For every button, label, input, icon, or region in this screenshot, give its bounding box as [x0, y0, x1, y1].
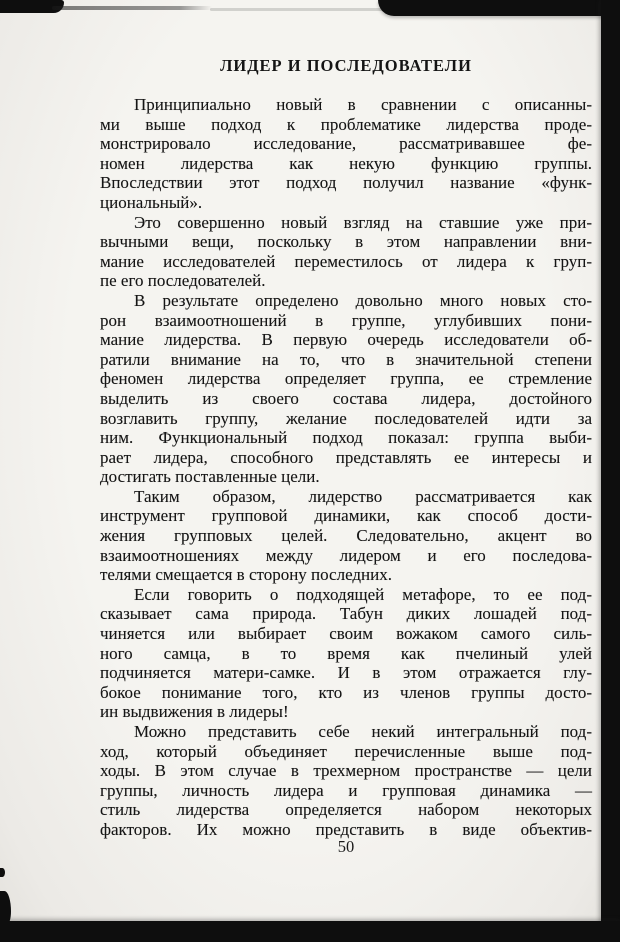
text-line: выделить из своего состава лидера, достойного	[100, 388, 592, 408]
text-line: ратили внимание на то, что в значительной степени	[100, 349, 592, 369]
text-line: монстрировало исследование, рассматривавшее фе-	[100, 134, 592, 154]
text-line: мание исследователей переместилось от лидера к груп-	[100, 251, 592, 271]
scan-artifact-right-edge-bar	[601, 0, 620, 942]
text-line: ним. Функциональный подход показал: группа выби-	[100, 428, 592, 448]
running-head: ЛИДЕР И ПОСЛЕДОВАТЕЛИ	[220, 56, 472, 75]
text-line: чиняется или выбирает своим вожаком самого силь-	[100, 624, 592, 644]
text-line: Это совершенно новый взгляд на ставшие уже при-	[134, 212, 592, 232]
text-line: бокое понимание того, кто из членов группы досто-	[100, 682, 592, 702]
text-line: ин выдвижения в лидеры!	[100, 702, 289, 722]
text-line: номен лидерства как некую функцию группы.	[100, 153, 592, 173]
text-line: сказывает сама природа. Табун диких лошадей под-	[100, 604, 592, 624]
text-line: ходы. В этом случае в трехмерном пространстве — цели	[100, 761, 592, 781]
text-line: ного самца, в то время как пчелиный улей	[100, 643, 592, 663]
text-line: телями смещается в сторону последних.	[100, 565, 393, 585]
scan-artifact-top-right-band	[378, 0, 620, 16]
text-line: вычными вещи, поскольку в этом направлении вни-	[100, 232, 592, 252]
scan-artifact-top-left-line	[52, 6, 212, 10]
text-line: подчиняется матери-самке. И в этом отражается глу-	[100, 663, 592, 683]
text-line: группы, личность лидера и групповая динамика —	[100, 780, 592, 800]
text-line: мание лидерства. В первую очередь исследователи об-	[100, 330, 592, 350]
text-line: Впоследствии этот подход получил название «функ-	[100, 173, 592, 193]
text-line: циональный».	[100, 192, 203, 212]
text-line: Принципиально новый в сравнении с описанны-	[134, 95, 592, 114]
text-line: Если говорить о подходящей метафоре, то ее под-	[134, 584, 592, 604]
text-line: рает лидера, способного представлять ее интересы и	[100, 447, 592, 467]
text-line: В результате определено довольно много новых сто-	[134, 290, 592, 310]
text-line: пе его последователей.	[100, 271, 266, 291]
text-line: достигать поставленные цели.	[100, 467, 320, 487]
text-line: Можно представить себе некий интегральный под-	[134, 722, 592, 741]
text-line: возглавить группу, желание последователей идти за	[100, 408, 592, 428]
text-line: стиль лидерства определяется набором некоторых	[100, 800, 592, 820]
text-line: феномен лидерства определяет группа, ее стремление	[100, 369, 592, 389]
text-line: рон взаимоотношений в группе, углубивших пони-	[100, 310, 592, 330]
scan-artifact-top-middle-line	[210, 8, 390, 11]
text-block	[100, 95, 592, 840]
text-line: инструмент групповой динамики, как способ дости-	[100, 506, 592, 526]
scan-artifact-bottom-edge-bar	[0, 921, 620, 942]
page-number: 50	[337, 837, 355, 856]
text-line: взаимоотношениях между лидером и его последова-	[100, 545, 592, 565]
text-line: жения групповых целей. Следовательно, акцент во	[100, 526, 592, 546]
text-line: ход, который объединяет перечисленные выше под-	[100, 741, 592, 761]
text-line: ми выше подход к проблематике лидерства проде-	[100, 114, 592, 134]
scan-artifact-bottom-left-blob	[0, 891, 11, 925]
text-line: факторов. Их можно представить в виде объектив-	[100, 819, 592, 839]
text-line: Таким образом, лидерство рассматривается как	[134, 486, 592, 506]
scan-artifact-left-edge-dot	[0, 868, 5, 877]
